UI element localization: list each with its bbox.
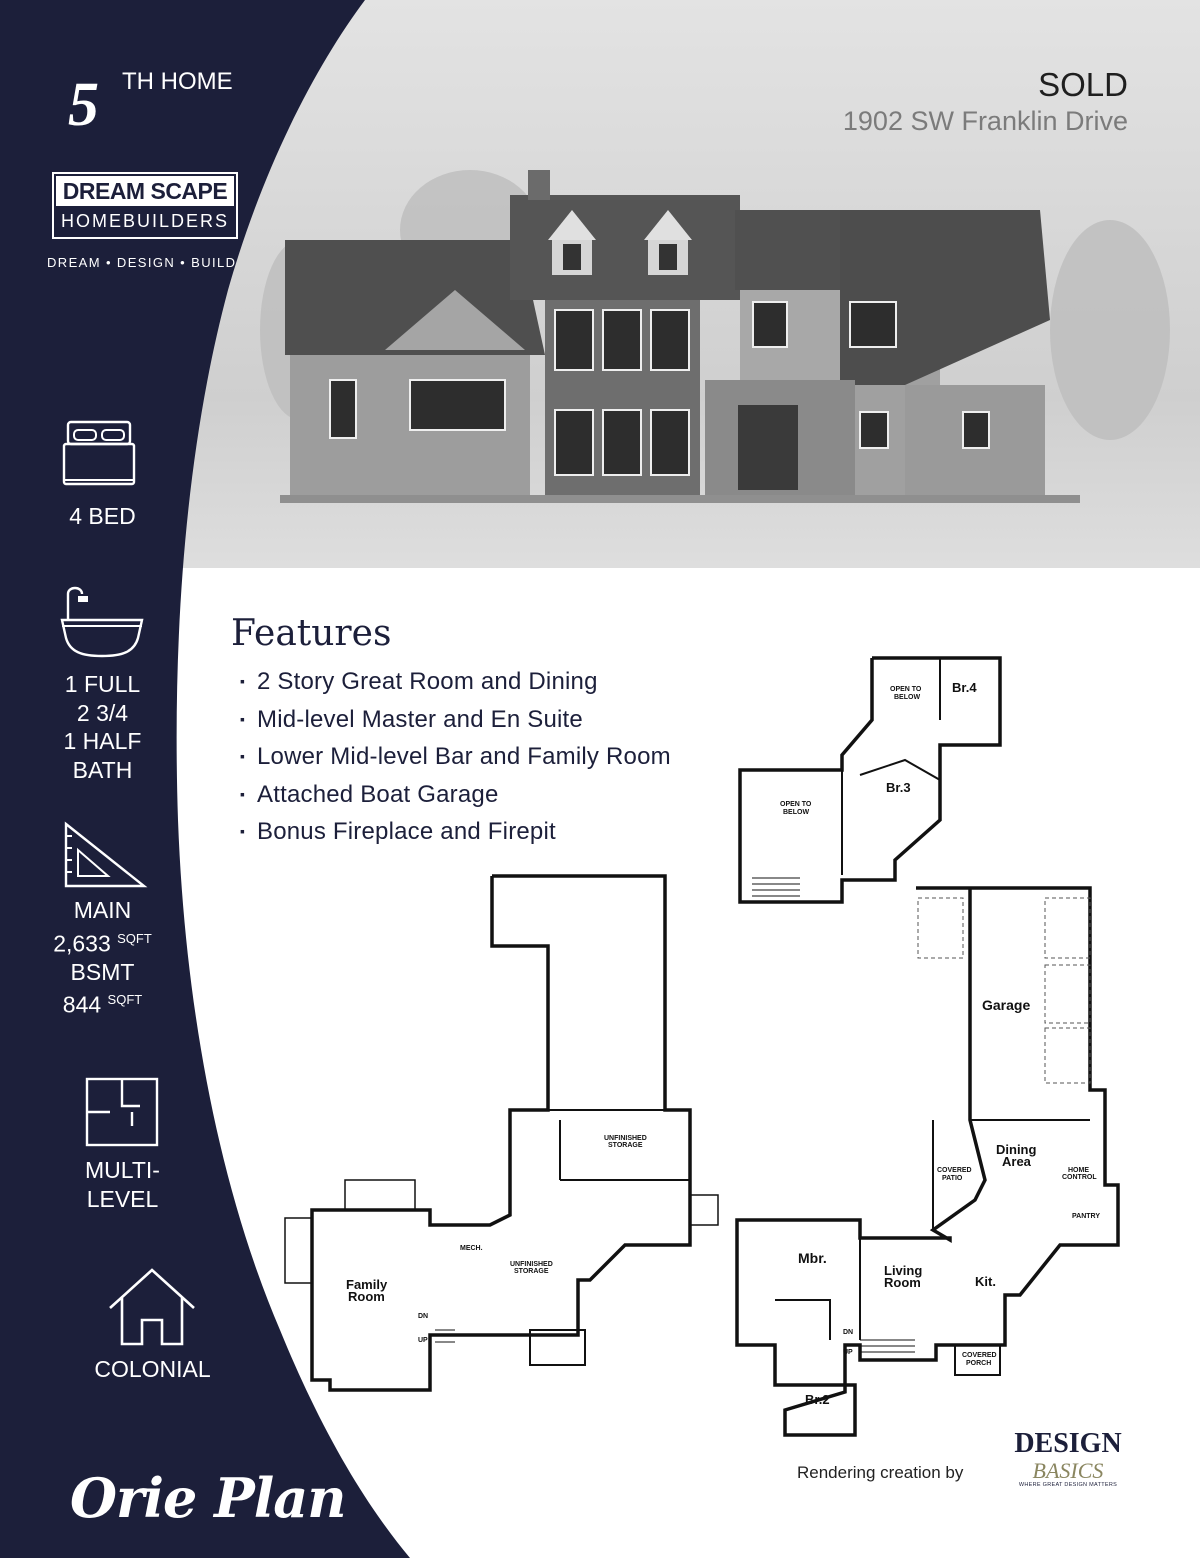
mech-label: MECH.	[460, 1245, 483, 1252]
dining-label: Dining	[996, 1142, 1037, 1157]
address: 1902 SW Franklin Drive	[842, 106, 1128, 136]
main-area: 2,633 $^{SQFT}$	[53, 930, 152, 957]
svg-text:STORAGE: STORAGE	[608, 1142, 643, 1149]
svg-text:PORCH: PORCH	[966, 1360, 992, 1367]
br2-label: Br.2	[805, 1392, 830, 1407]
svg-text:CONTROL: CONTROL	[1062, 1174, 1097, 1181]
feature-item: ▪ Attached Boat Garage	[240, 776, 671, 814]
bath-full: 1 FULL	[64, 671, 141, 697]
logo-line1: DREAM SCAPE	[56, 176, 234, 206]
beds-label: 4 BED	[69, 503, 136, 529]
bath-three-quarter: 2 3/4	[76, 699, 129, 726]
upper-open-label-2: OPEN TO	[780, 801, 812, 808]
design-basics-logo: DESIGN BASICS WHERE GREAT DESIGN MATTERS	[1014, 1428, 1122, 1488]
kitchen-label: Kit.	[975, 1274, 996, 1289]
svg-text:Area: Area	[1002, 1154, 1031, 1169]
svg-text:PATIO: PATIO	[942, 1175, 963, 1182]
covered-porch-label: COVERED	[962, 1352, 997, 1359]
logo-line2: HOMEBUILDERS	[60, 211, 230, 231]
svg-text:BELOW: BELOW	[783, 809, 810, 816]
feature-item: ▪ Lower Mid-level Bar and Family Room	[240, 738, 671, 776]
home-control-label: HOME	[1068, 1167, 1089, 1174]
levels-label: MULTI- LEVEL	[85, 1157, 160, 1212]
br3-label: Br.3	[886, 780, 911, 795]
style-label: COLONIAL	[94, 1356, 211, 1382]
status-label: SOLD	[1038, 66, 1128, 103]
bath-label: BATH	[72, 756, 133, 783]
mbr-label: Mbr.	[798, 1250, 827, 1266]
bsmt-label: BSMT	[70, 958, 135, 985]
upper-open-label-1: OPEN TO	[890, 686, 922, 693]
br4-label: Br.4	[952, 680, 977, 695]
covered-patio-label: COVERED	[937, 1167, 972, 1174]
home-number: 5	[68, 71, 99, 139]
svg-text:Room: Room	[884, 1275, 921, 1290]
rendering-credit: Rendering creation by	[797, 1463, 964, 1482]
bath-half: 1 HALF	[63, 728, 142, 754]
feature-item: ▪ 2 Story Great Room and Dining	[240, 663, 671, 701]
basement-up: UP	[418, 1337, 428, 1344]
basement-dn: DN	[418, 1313, 429, 1320]
svg-text:BELOW: BELOW	[894, 694, 921, 701]
plan-name: Orie Plan	[70, 1466, 346, 1530]
feature-item: ▪ Mid-level Master and En Suite	[240, 701, 671, 739]
main-dn: DN	[843, 1329, 854, 1336]
tagline: DREAM • DESIGN • BUILD	[47, 255, 237, 270]
family-room-label: Family	[346, 1277, 388, 1292]
main-label: MAIN	[73, 897, 132, 923]
home-suffix: TH HOME	[122, 68, 233, 95]
pantry-label: PANTRY	[1072, 1213, 1100, 1220]
bsmt-area: 844 $^{SQFT}$	[62, 991, 143, 1018]
garage-label: Garage	[982, 997, 1031, 1013]
features-title: Features	[231, 613, 392, 654]
svg-text:Room: Room	[348, 1289, 385, 1304]
living-room-label: Living	[884, 1263, 923, 1278]
main-up: UP	[843, 1349, 853, 1356]
unfinished-storage-1: UNFINISHED	[604, 1135, 647, 1142]
svg-text:STORAGE: STORAGE	[514, 1268, 549, 1275]
unfinished-storage-2: UNFINISHED	[510, 1261, 553, 1268]
feature-item: ▪ Bonus Fireplace and Firepit	[240, 813, 671, 851]
